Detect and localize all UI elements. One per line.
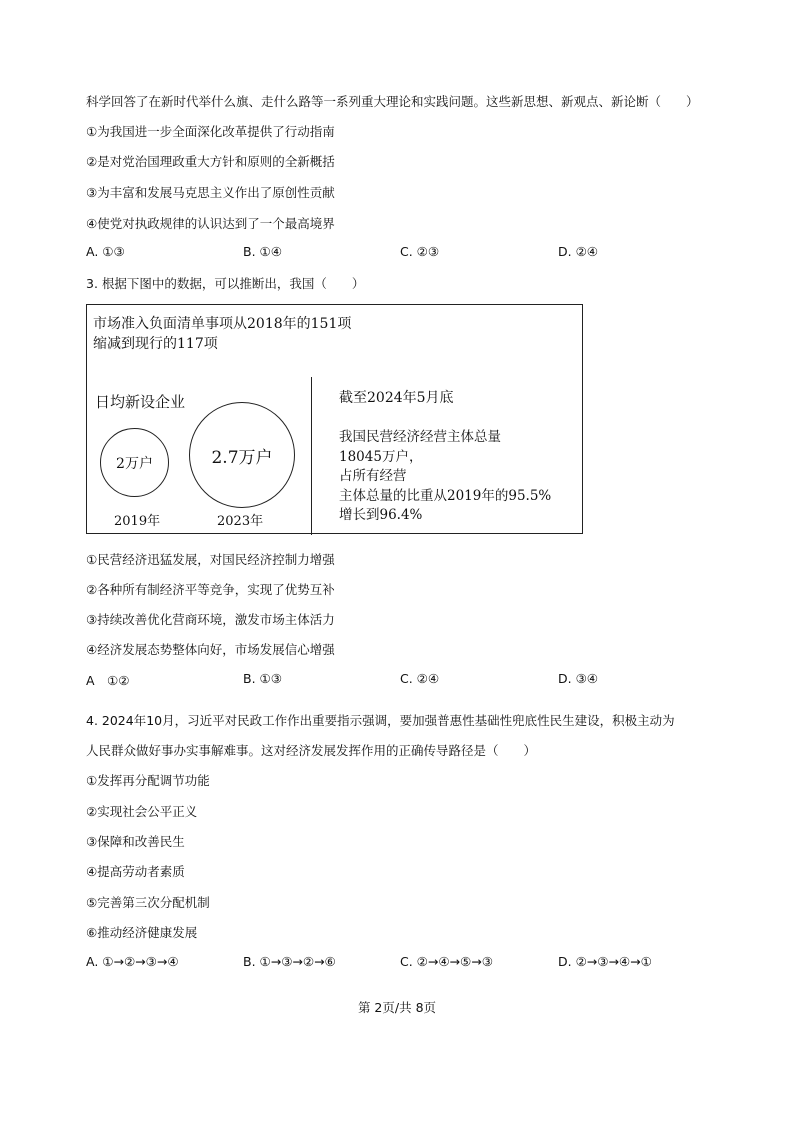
q4-item-4: ④提高劳动者素质 [86,864,185,879]
figure-top-text [93,314,351,354]
figure-top-line-1: 市场准入负面清单事项从2018年的151项 [93,316,352,332]
year-2019-label: 2019年 [114,514,161,529]
year-2023-label: 2023年 [217,514,264,529]
q3-stem: 3. 根据下图中的数据，可以推断出，我国（ ） [86,276,365,291]
circle-2023 [189,402,295,508]
q2-item-4: ④使党对执政规律的认识达到了一个最高境界 [86,216,335,231]
q3-option-c: C. ②④ [400,671,440,686]
q3-item-1: ①民营经济迅猛发展，对国民经济控制力增强 [86,552,335,567]
circle-2019 [100,428,169,497]
q3-item-2: ②各种所有制经济平等竞争，实现了优势互补 [86,582,335,597]
q2-option-a: A. ①③ [86,244,125,259]
q4-stem-line-2: 人民群众做好事办实事解难事。这对经济发展发挥作用的正确传导路径是（ ） [86,743,537,758]
q2-item-1: ①为我国进一步全面深化改革提供了行动指南 [86,124,335,139]
page-footer: 第 2页/共 8页 [357,1000,437,1015]
q4-item-1: ①发挥再分配调节功能 [86,773,210,788]
q2-option-d: D. ②④ [558,244,598,259]
q2-item-2: ②是对党治国理政重大方针和原则的全新概括 [86,154,335,169]
q3-option-b: B. ①③ [243,671,282,686]
q4-stem-line-1: 4. 2024年10月，习近平对民政工作作出重要指示强调，要加强普惠性基础性兜底性民生建设，积极主动为 [86,713,675,728]
q4-option-b: B. ①→③→②→⑥ [243,954,336,969]
q4-option-d: D. ②→③→④→① [558,954,652,969]
q2-option-c: C. ②③ [400,244,440,259]
circle-2023-label: 2.7万户 [211,447,273,468]
q3-item-3: ③持续改善优化营商环境，激发市场主体活力 [86,612,335,627]
q4-item-3: ③保障和改善民生 [86,834,185,849]
q3-item-4: ④经济发展态势整体向好，市场发展信心增强 [86,642,335,657]
q3-data-figure [86,304,583,534]
q4-item-6: ⑥推动经济健康发展 [86,925,198,940]
figure-divider [311,377,312,535]
q4-option-c: C. ②→④→⑤→③ [400,954,493,969]
figure-right-body: 我国民营经济经营主体总量 18045万户， 占所有经营 主体总量的比重从2019年的95.5% 增长到96.4% [339,429,552,523]
figure-left-title: 日均新设企业 [95,393,186,411]
q2-option-b: B. ①④ [243,244,282,259]
q3-option-a: A ①② [86,673,130,688]
q3-option-d: D. ③④ [558,671,598,686]
figure-top-line-2: 缩减到现行的117项 [93,336,218,352]
q2-stem: 科学回答了在新时代举什么旗、走什么路等一系列重大理论和实践问题。这些新思想、新观点、新论断（ ） [86,94,699,109]
q4-item-5: ⑤完善第三次分配机制 [86,895,210,910]
circle-2019-label: 2万户 [116,455,153,472]
figure-right-heading: 截至2024年5月底 [339,390,454,406]
q2-item-3: ③为丰富和发展马克思主义作出了原创性贡献 [86,185,335,200]
q4-item-2: ②实现社会公平正义 [86,804,198,819]
q4-option-a: A. ①→②→③→④ [86,954,179,969]
